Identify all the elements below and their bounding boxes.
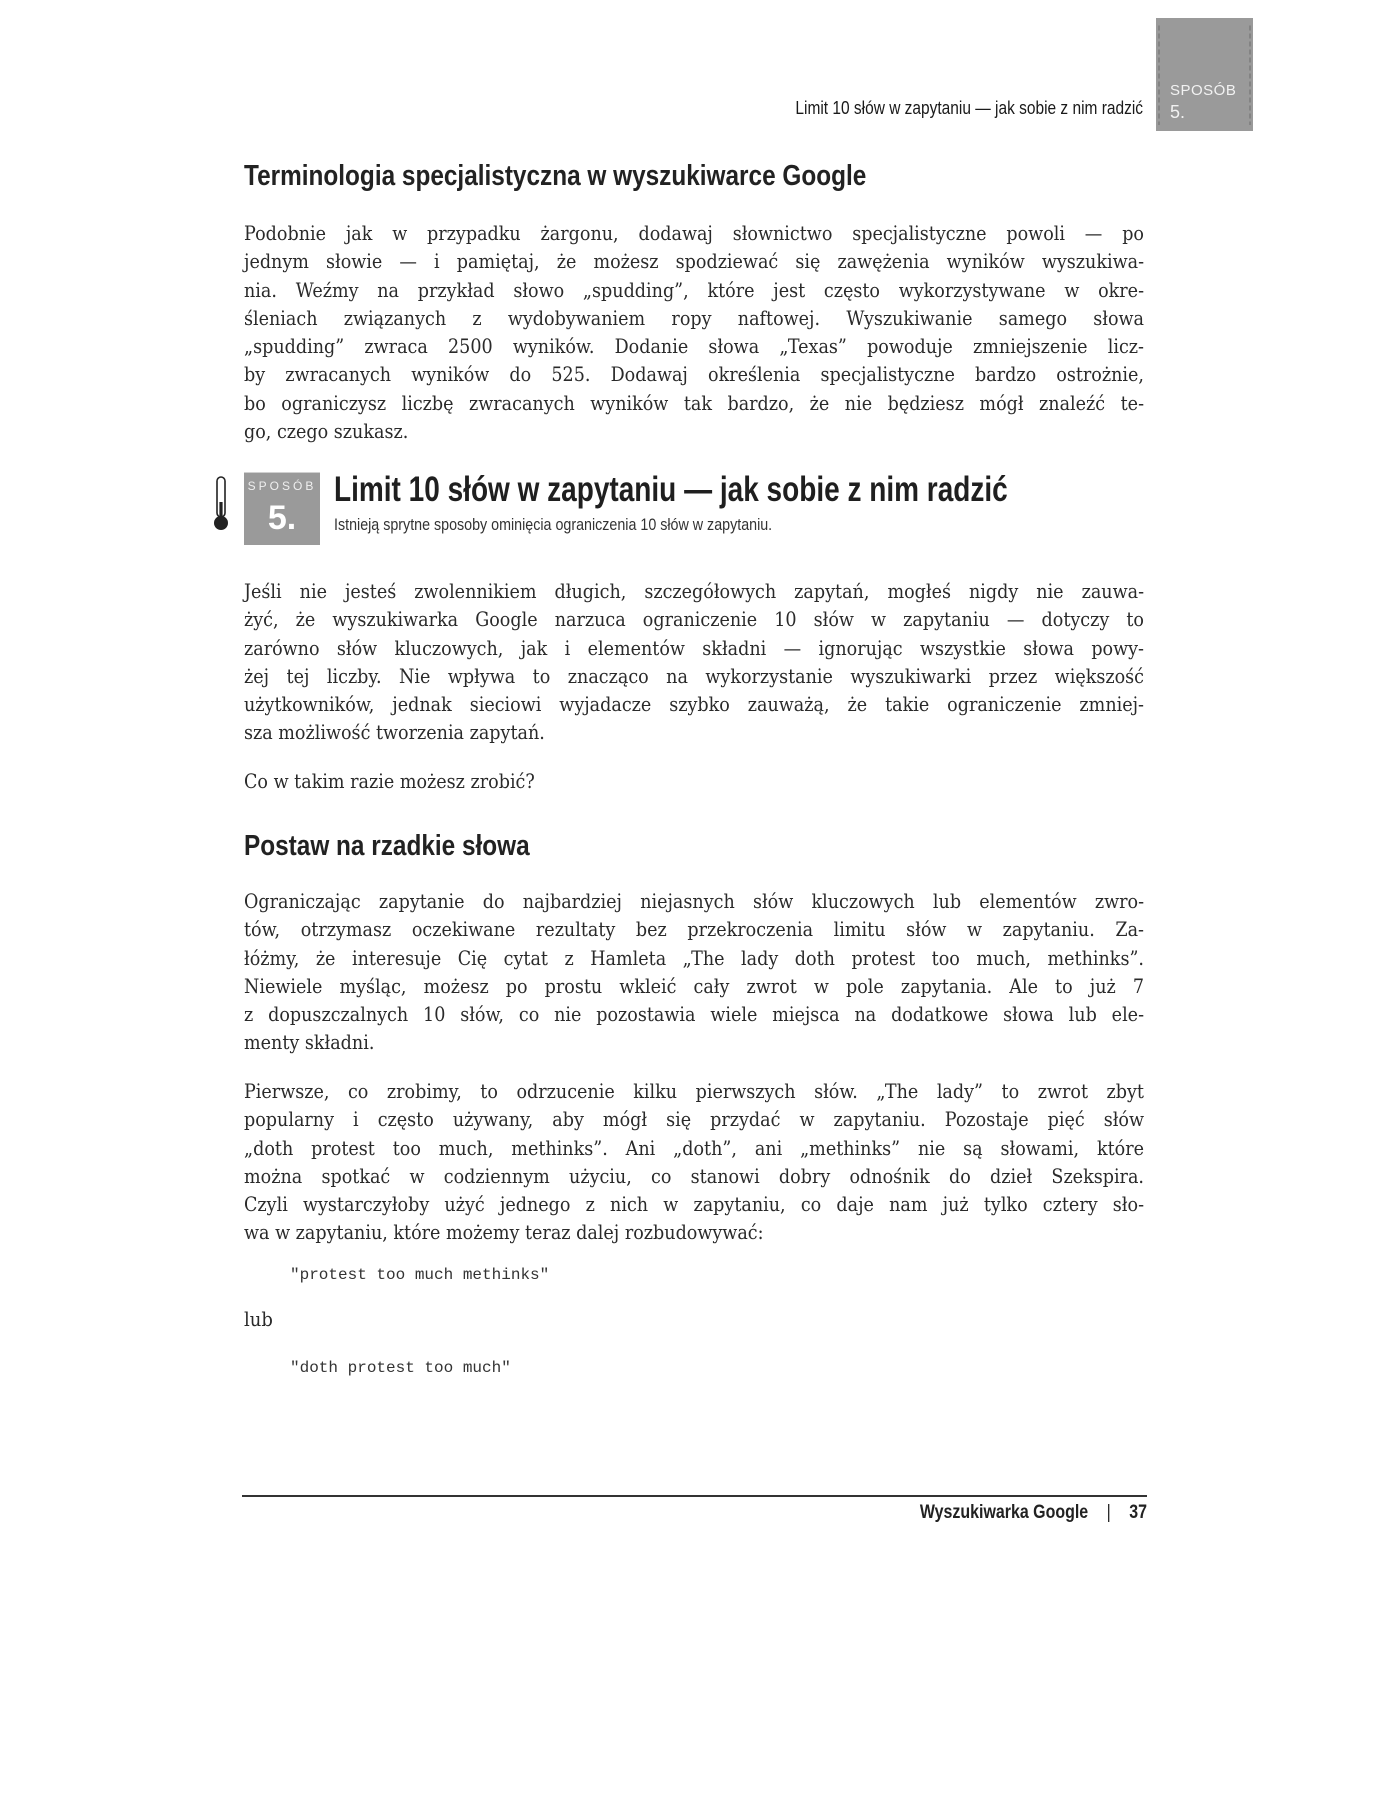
- page-number: 37: [1129, 1502, 1147, 1523]
- footer-book-title: Wyszukiwarka Google: [919, 1502, 1089, 1523]
- thumb-tab: [1156, 18, 1253, 131]
- text-line: żyć, że wyszukiwarka Google narzuca ograniczenie 10 słów w zapytaniu — dotyczy to: [244, 608, 1144, 632]
- section-heading-rare-words: Postaw na rzadkie słowa: [244, 830, 530, 862]
- text-line: łóżmy, że interesuje Cię cytat z Hamleta „The lady doth protest too much, methinks”.: [244, 946, 1144, 970]
- text-line: popularny i często używany, aby mógł się przydać w zapytaniu. Pozostaje pięć słów: [244, 1108, 1144, 1132]
- code-example-1: "protest too much methinks": [290, 1266, 550, 1284]
- text-line: użytkowników, jednak sieciowi wyjadacze szybko zauważą, że takie ograniczenie zmniej-: [244, 693, 1144, 717]
- text-line: z dopuszczalnych 10 słów, co nie pozostawia wiele miejsca na dodatkowe słowa lub ele-: [244, 1003, 1144, 1027]
- code-example-2: "doth protest too much": [290, 1359, 511, 1377]
- text-line: zarówno słów kluczowych, jak i elementów składni — ignorując wszystkie słowa powy-: [244, 636, 1144, 660]
- text-line: Co w takim razie możesz zrobić?: [244, 770, 535, 793]
- or-text: lub: [244, 1307, 273, 1331]
- text-line: Ograniczając zapytanie do najbardziej niejasnych słów kluczowych lub elementów zwro-: [244, 890, 1144, 913]
- page-footer: [772, 1502, 1147, 1524]
- text-line: wa w zapytaniu, które możemy teraz dalej rozbudowywać:: [244, 1221, 764, 1245]
- text-line: bo ograniczysz liczbę zwracanych wyników tak bardzo, że nie będziesz mógł znaleźć te-: [244, 391, 1144, 415]
- text-line: żej tej liczby. Nie wpływa to znacząco na wykorzystanie wyszukiwarki przez większość: [244, 664, 1144, 688]
- text-line: Czyli wystarczyłoby użyć jednego z nich w zapytaniu, co daje nam już tylko cztery sło-: [244, 1193, 1144, 1217]
- text-line: sza możliwość tworzenia zapytań.: [244, 721, 545, 745]
- text-line: można spotkać w codziennym użyciu, co stanowi dobry odnośnik do dzieł Szekspira.: [244, 1164, 1144, 1188]
- thumb-tab-right-dots: [1249, 24, 1251, 125]
- thermometer-icon: [212, 476, 230, 532]
- text-line: jednym słowie — i pamiętaj, że możesz spodziewać się zawężenia wyników wyszukiwa-: [244, 250, 1144, 274]
- hack-subtitle: Istnieją sprytne sposoby ominięcia ograniczenia 10 słów w zapytaniu.: [334, 515, 773, 534]
- hack-title: Limit 10 słów w zapytaniu — jak sobie z nim radzić: [334, 470, 1008, 509]
- text-line: menty składni.: [244, 1031, 375, 1055]
- thumb-tab-left-dots: [1158, 24, 1160, 125]
- text-line: Jeśli nie jesteś zwolennikiem długich, szczegółowych zapytań, mogłeś nigdy nie zauwa-: [244, 580, 1144, 603]
- text-line: tów, otrzymasz oczekiwane rezultaty bez przekroczenia limitu słów w zapytaniu. Za-: [244, 918, 1144, 942]
- text-line: „spudding” zwraca 2500 wyników. Dodanie słowa „Texas” powoduje zmniejszenie licz-: [244, 335, 1144, 359]
- paragraph-terminology: [244, 220, 1144, 446]
- text-line: nia. Weźmy na przykład słowo „spudding”, które jest często wykorzystywane w okre-: [244, 278, 1144, 302]
- hack-badge-number: 5.: [267, 499, 297, 537]
- footer-rule: [242, 1495, 1147, 1497]
- footer-separator: |: [1106, 1502, 1111, 1523]
- text-line: śleniach związanych z wydobywaniem ropy naftowej. Wyszukiwanie samego słowa: [244, 306, 1144, 330]
- paragraph-question: [244, 768, 1144, 796]
- paragraph-intro: [244, 578, 1144, 748]
- text-line: „doth protest too much, methinks”. Ani „doth”, ani „methinks” nie są słowami, które: [244, 1136, 1144, 1160]
- text-line: Niewiele myśląc, możesz po prostu wkleić cały zwrot w pole zapytania. Ale to już 7: [244, 974, 1144, 998]
- text-line: go, czego szukasz.: [244, 420, 409, 444]
- thumb-tab-number: 5.: [1170, 102, 1186, 122]
- hack-badge-label: SPOSÓB: [247, 479, 317, 493]
- section-heading-terminology: Terminologia specjalistyczna w wyszukiwarce Google: [244, 160, 867, 192]
- running-header: Limit 10 słów w zapytaniu — jak sobie z nim radzić: [795, 98, 1143, 118]
- text-line: by zwracanych wyników do 525. Dodawaj określenia specjalistyczne bardzo ostrożnie,: [244, 363, 1144, 387]
- paragraph-rare-words-2: [244, 1078, 1144, 1248]
- text-line: Pierwsze, co zrobimy, to odrzucenie kilku pierwszych słów. „The lady” to zwrot zbyt: [244, 1080, 1144, 1103]
- paragraph-rare-words-1: [244, 888, 1144, 1058]
- hack-badge: [244, 472, 320, 545]
- text-line: Podobnie jak w przypadku żargonu, dodawaj słownictwo specjalistyczne powoli — po: [244, 222, 1144, 245]
- thumb-tab-label: SPOSÓB: [1170, 82, 1237, 99]
